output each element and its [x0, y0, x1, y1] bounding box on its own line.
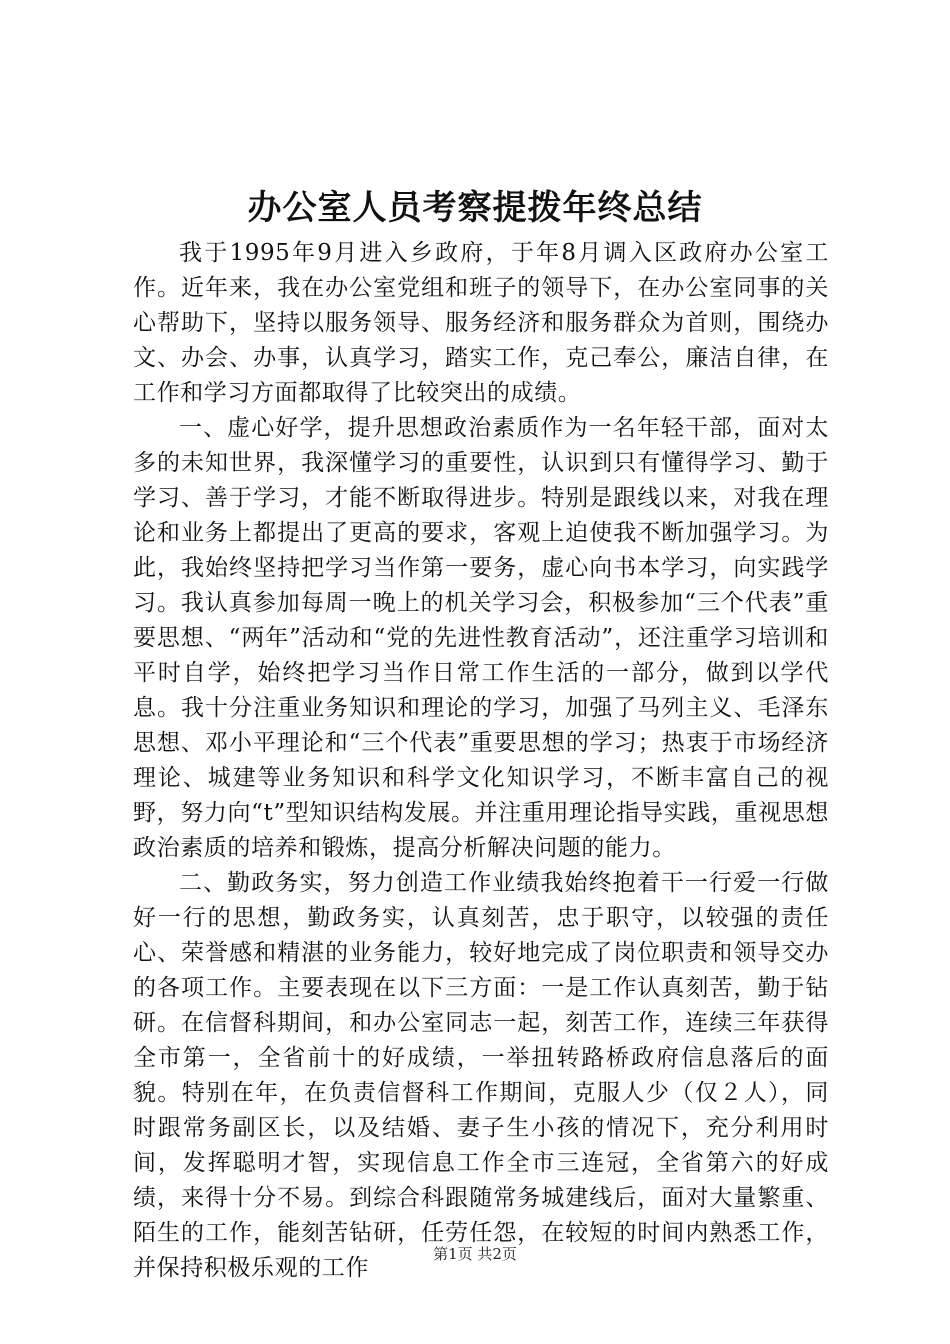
page-number-footer: 第1页 共2页: [433, 1245, 517, 1263]
paragraph-intro: 我于1995年9月进入乡政府，于年8月调入区政府办公室工作。近年来，我在办公室党组和班子的领导下，在办公室同事的关心帮助下，坚持以服务领导、服务经济和服务群众为首则，围绕办文、办会、办事，认真学习，踏实工作，克己奉公，廉洁自律，在工作和学习方面都取得了比较突出的成绩。: [133, 240, 829, 406]
document-title: 办公室人员考察提拨年终总结: [247, 188, 703, 228]
paragraph-section-two: 二、勤政务实，努力创造工作业绩我始终抱着干一行爱一行做好一行的思想，勤政务实，认真刻苦，忠于职守，以较强的责任心、荣誉感和精湛的业务能力，较好地完成了岗位职责和领导交办的各项工作。主要表现在以下三方面：一是工作认真刻苦，勤于钻研。在信督科期间，和办公室同志一起，刻苦工作，连续三年获得全市第一，全省前十的好成绩，一举扭转路桥政府信息落后的面貌。特别在年，在负责信督科工作期间，克服人少（仅２人），同时跟常务副区长，以及结婚、妻子生小孩的情况下，充分利用时间，发挥聪明才智，实现信息工作全市三连冠，全省第六的好成绩，来得十分不易。到综合科跟随常务城建线后，面对大量繁重、陌生的工作，能刻苦钻研，任劳任怨，在较短的时间内熟悉工作，并保持积极乐观的工作: [133, 870, 829, 1281]
paragraph-section-one: 一、虚心好学，提升思想政治素质作为一名年轻干部，面对太多的未知世界，我深懂学习的重要性，认识到只有懂得学习、勤于学习、善于学习，才能不断取得进步。特别是跟线以来，对我在理论和业务上都提出了更高的要求，客观上迫使我不断加强学习。为此，我始终坚持把学习当作第一要务，虚心向书本学习，向实践学习。我认真参加每周一晚上的机关学习会，积极参加“三个代表”重要思想、“两年”活动和“党的先进性教育活动”，还注重学习培训和平时自学，始终把学习当作日常工作生活的一部分，做到以学代息。我十分注重业务知识和理论的学习，加强了马列主义、毛泽东思想、邓小平理论和“三个代表”重要思想的学习；热衷于市场经济理论、城建等业务知识和科学文化知识学习，不断丰富自己的视野，努力向“t”型知识结构发展。并注重用理论指导实践，重视思想政治素质的培养和锻炼，提高分析解决问题的能力。: [133, 415, 829, 861]
document-body: [133, 236, 829, 1286]
